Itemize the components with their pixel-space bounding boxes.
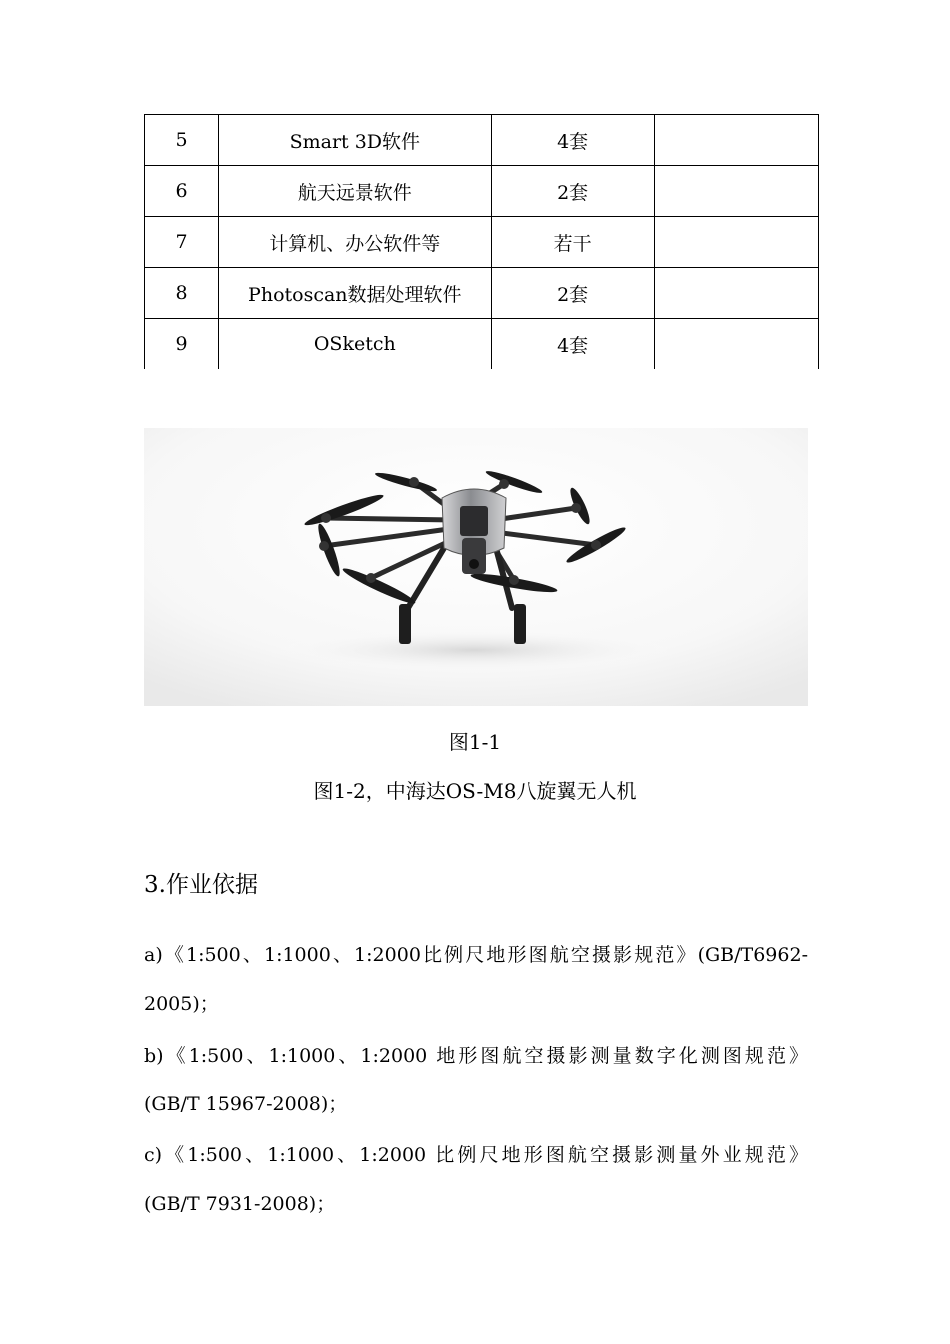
row-number: 8 xyxy=(145,268,219,319)
item-note xyxy=(654,319,818,370)
drone-photo xyxy=(144,428,808,706)
item-note xyxy=(654,217,818,268)
table-row xyxy=(145,115,819,166)
item-name: OSketch xyxy=(219,319,491,370)
table-row xyxy=(145,166,819,217)
reference-b-line-2: (GB/T 15967-2008)； xyxy=(144,1093,348,1115)
item-quantity: 4套 xyxy=(491,319,654,370)
item-note xyxy=(654,268,818,319)
table-row xyxy=(145,268,819,319)
row-number: 6 xyxy=(145,166,219,217)
item-name: Photoscan数据处理软件 xyxy=(219,268,491,319)
item-quantity: 4套 xyxy=(491,115,654,166)
figure-caption-1: 图1-1 xyxy=(448,730,502,754)
equipment-table xyxy=(144,114,819,369)
item-note xyxy=(654,166,818,217)
reference-c-line-2: (GB/T 7931-2008)； xyxy=(144,1193,336,1215)
section-heading: 3.作业依据 xyxy=(144,872,258,898)
reference-a-line-2: 2005)； xyxy=(144,993,219,1015)
figure-caption-2: 图1-2，中海达OS-M8八旋翼无人机 xyxy=(313,779,637,803)
item-quantity: 若干 xyxy=(491,217,654,268)
table-row xyxy=(145,217,819,268)
reference-b-line-1: b)《1:500、1:1000、1:2000 地形图航空摄影测量数字化测图规范》 xyxy=(144,1045,808,1067)
table-row xyxy=(145,319,819,370)
row-number: 5 xyxy=(145,115,219,166)
item-name: Smart 3D软件 xyxy=(219,115,491,166)
item-note xyxy=(654,115,818,166)
item-quantity: 2套 xyxy=(491,268,654,319)
item-name: 航天远景软件 xyxy=(219,166,491,217)
item-quantity: 2套 xyxy=(491,166,654,217)
reference-c-line-1: c)《1:500、1:1000、1:2000 比例尺地形图航空摄影测量外业规范》 xyxy=(144,1144,808,1166)
item-name: 计算机、办公软件等 xyxy=(219,217,491,268)
row-number: 9 xyxy=(145,319,219,370)
reference-a-line-1: a)《1:500、1:1000、1:2000比例尺地形图航空摄影规范》(GB/T6962- xyxy=(144,944,808,966)
row-number: 7 xyxy=(145,217,219,268)
